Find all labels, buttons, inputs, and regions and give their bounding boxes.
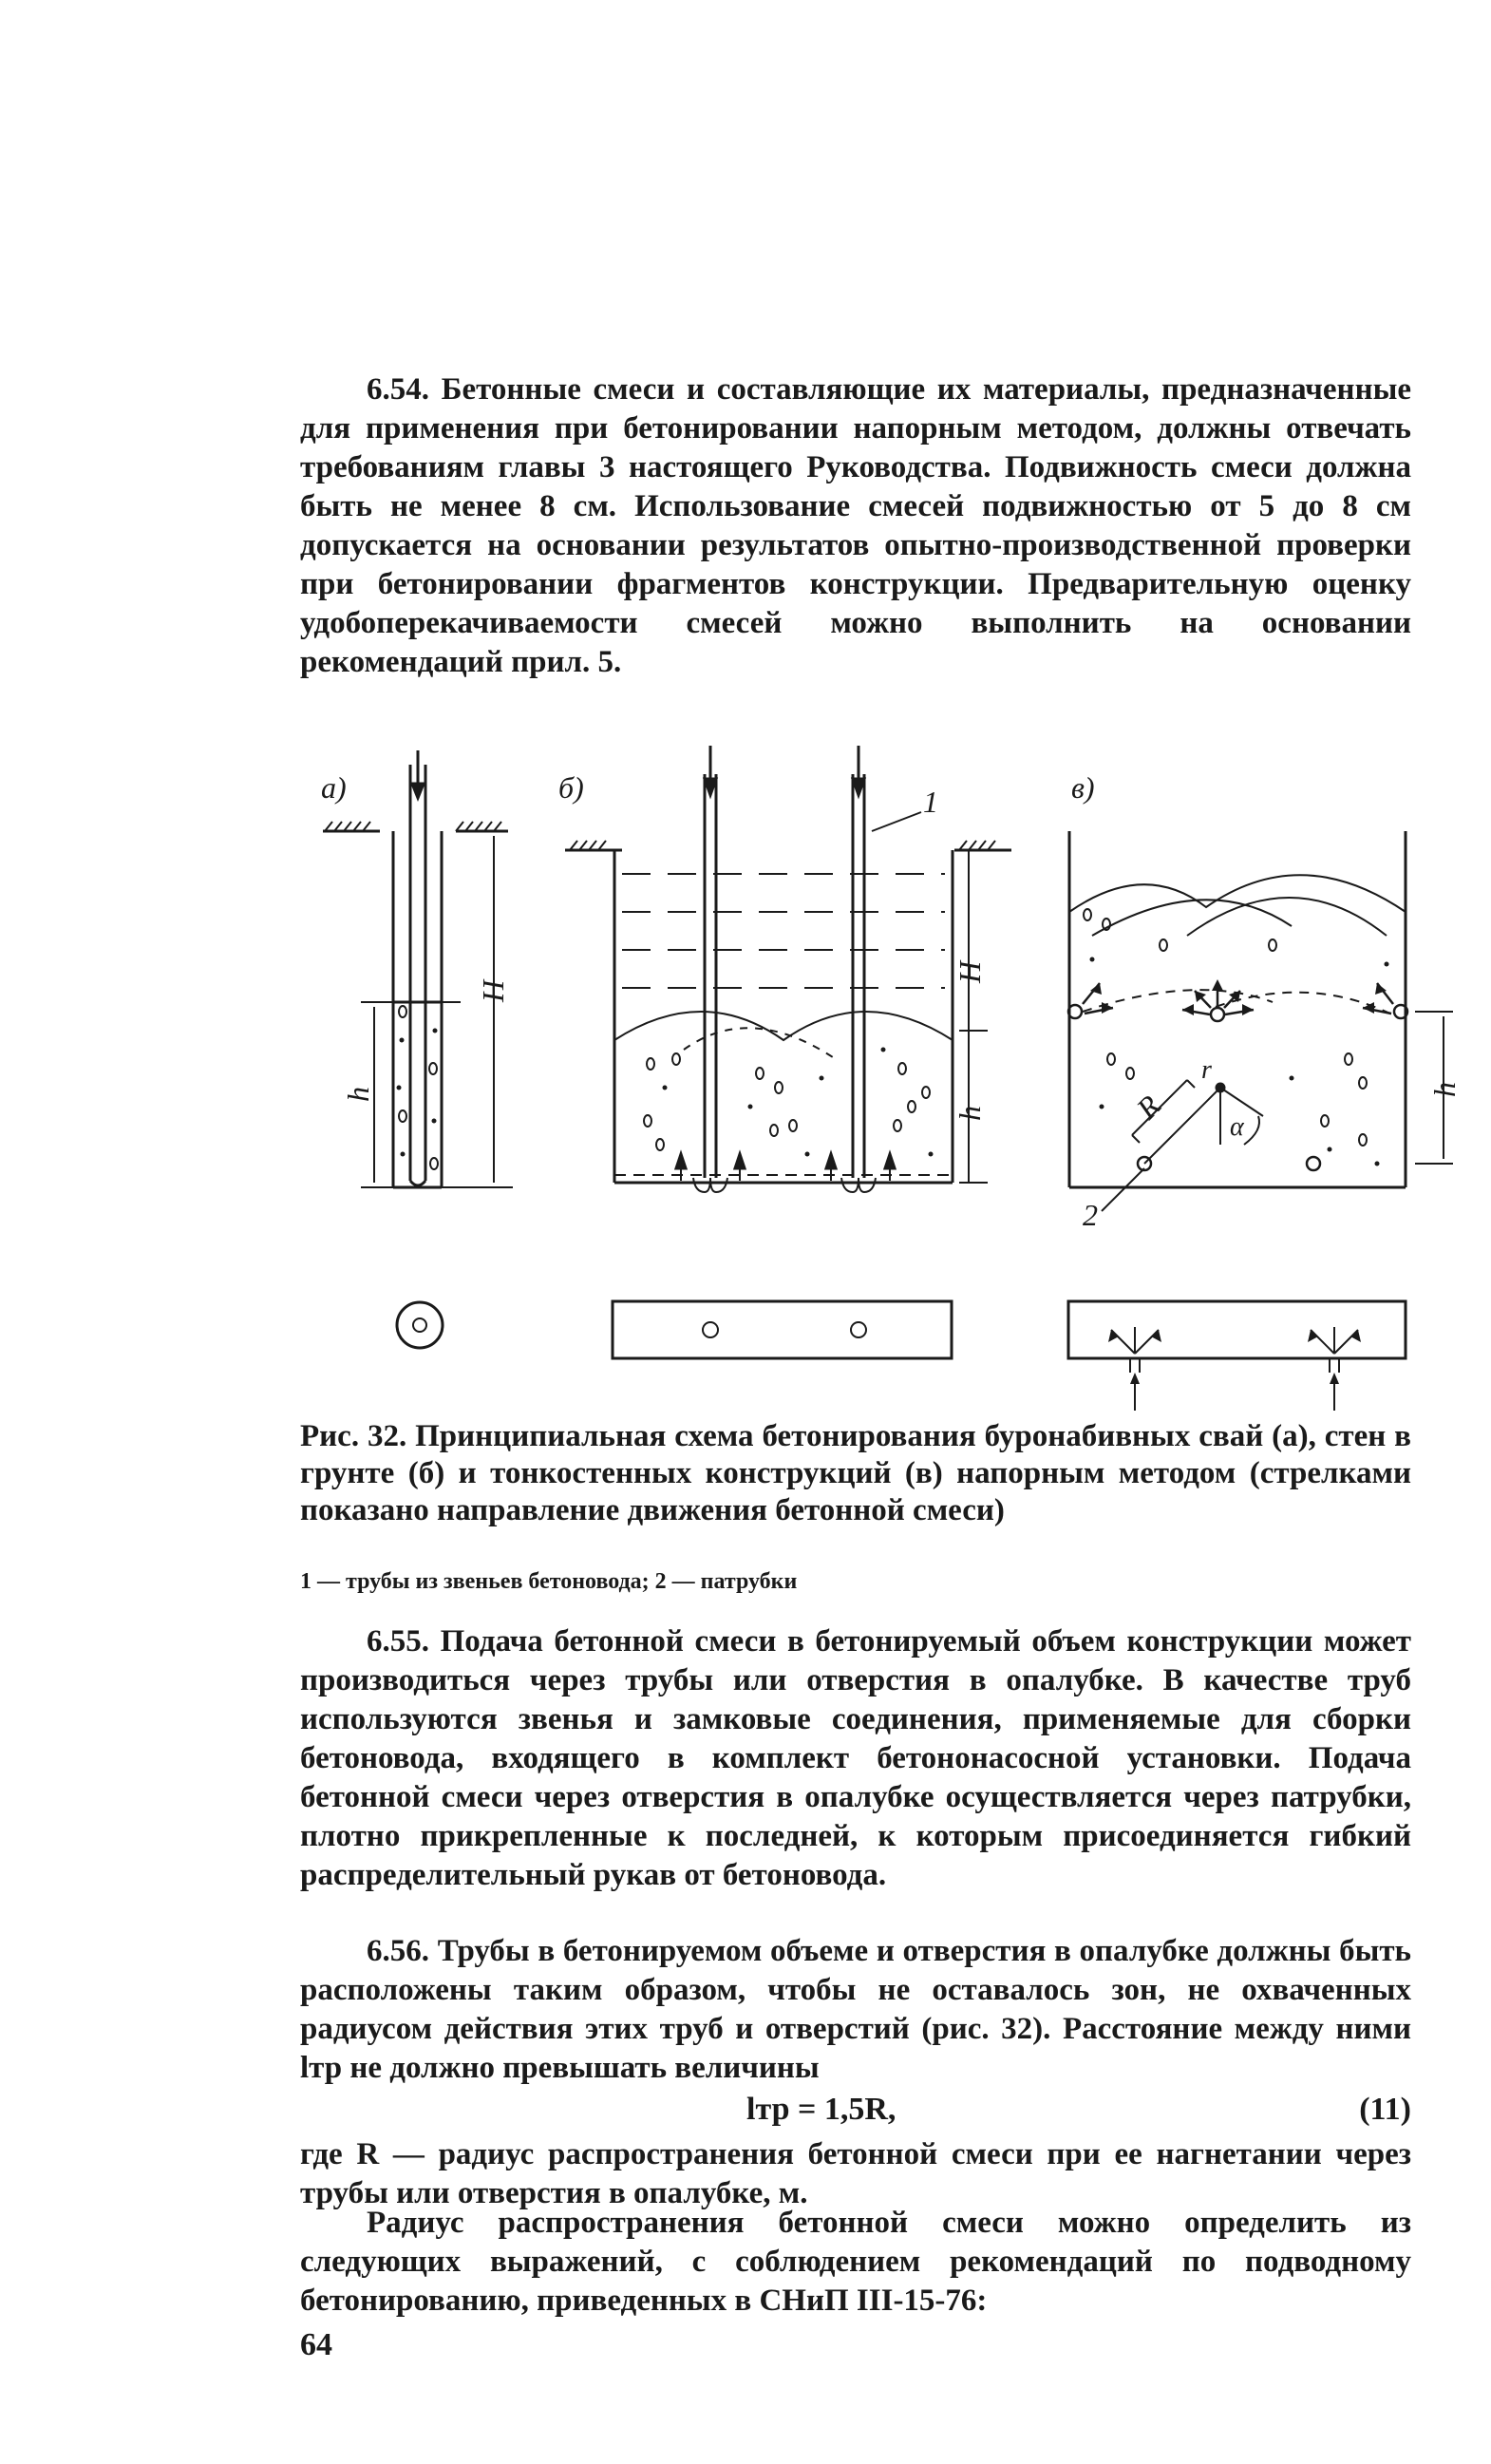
panel-v-label: в) (1071, 770, 1095, 805)
panel-a-label: а) (321, 770, 347, 805)
formula-number: (11) (1359, 2092, 1411, 2127)
paragraph-6-55 (300, 1622, 1411, 1895)
dimension-H-a: H (476, 979, 510, 1002)
paragraph-text: Трубы в бетонируемом объеме и отверстия в опалубке должны быть расположены таким образом, чтобы не оставалось зон, не охваченных радиусом действия этих труб и отверстий (рис. 32). Расстояние между ними lтр не должно превышать величины (300, 1934, 1411, 2085)
paragraph-6-56 (300, 1932, 1411, 2088)
paragraph-radius: Радиус распространения бетонной смеси можно определить из следующих выражений, с соблюдением рекомендаций по подводному бетонированию, приведенных в СНиП III-15-76: (300, 2206, 1411, 2318)
paragraph-6-54 (300, 370, 1411, 682)
formula-expression: lтр = 1,5R, (746, 2092, 896, 2127)
dimension-h-b: h (953, 1106, 987, 1121)
paragraph-where: где R — радиус распространения бетонной смеси при ее нагнетании через трубы или отверстия в опалубке, м. (300, 2137, 1411, 2210)
dimension-h-v: h (1427, 1082, 1462, 1097)
paragraph-number: 6.54. (367, 372, 429, 407)
panel-b-label: б) (558, 770, 584, 805)
callout-1: 1 (923, 785, 938, 819)
panel-b-wall (565, 746, 1011, 1358)
angle-alpha-label: α (1230, 1112, 1244, 1142)
page-number: 64 (300, 2327, 332, 2362)
paragraph-number: 6.56. (367, 1934, 429, 1968)
figure-caption: Рис. 32. Принципиальная схема бетонирования буронабивных свай (а), стен в грунте (б) и тонкостенных конструкций (в) напорным методом (стрелками показано направление движения бетонной смеси) (300, 1419, 1411, 1527)
paragraph-number: 6.55. (367, 1624, 429, 1658)
dimension-h-a: h (341, 1087, 375, 1102)
formula-11 (300, 2090, 1411, 2130)
callout-2: 2 (1083, 1198, 1098, 1232)
radius-R-label: R (1129, 1088, 1167, 1126)
figure-32-diagram (304, 746, 1462, 1411)
dimension-H-b: H (953, 960, 987, 983)
panel-a-pile (323, 750, 513, 1348)
panel-v-thin-wall (1068, 831, 1453, 1411)
figure-legend: 1 — трубы из звеньев бетоновода; 2 — патрубки (300, 1569, 798, 1594)
radius-r-label: r (1201, 1055, 1212, 1085)
paragraph-text: Бетонные смеси и составляющие их материалы, предназначенные для применения при бетонировании напорным методом, должны отвечать требованиям главы 3 настоящего Руководства. Подвижность смеси должна быть не менее 8 см. Использование смесей подвижностью от 5 до 8 см допускается на основании результатов опытно-производственной проверки при бетонировании фрагментов конструкции. Предварительную оценку удобоперекачиваемости смесей можно выполнить на основании рекомендаций прил. 5. (300, 372, 1411, 679)
paragraph-text: Подача бетонной смеси в бетонируемый объем конструкции может производиться через трубы или отверстия в опалубке. В качестве труб используются звенья и замковые соединения, применяемые для сборки бетоновода, входящего в комплект бетононасосной установки. Подача бетонной смеси через отверстия в опалубке осуществляется через патрубки, плотно прикрепленные к последней, к которым присоединяется гибкий распределительный рукав от бетоновода. (300, 1624, 1411, 1892)
